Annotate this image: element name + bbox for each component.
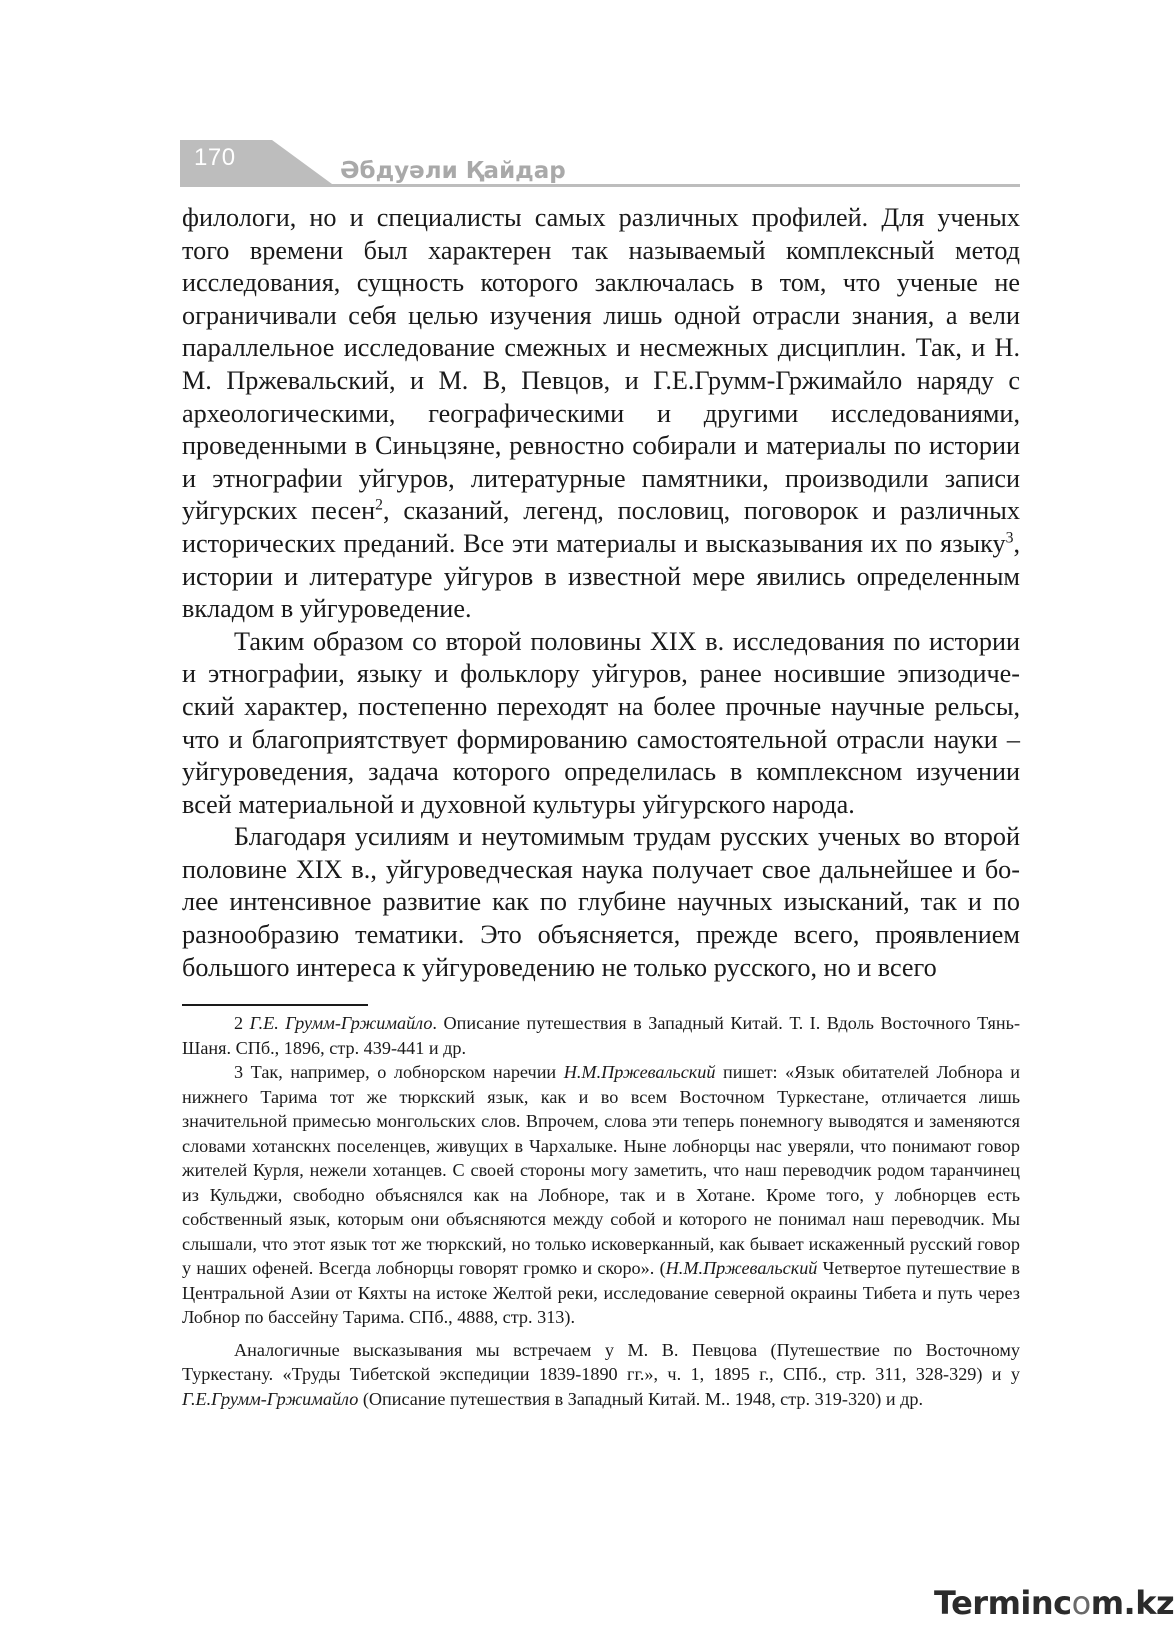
watermark-magnifier-o: o: [1071, 1584, 1091, 1622]
footnote-rule: [182, 1004, 368, 1006]
footnote-3b-text-a: Аналогичные высказывания мы встречаем у М. В. Певцова (Путешествие по Восточному Туркестану. «Труды Тибетской экспедиции 1839-1890 гг.», ч. 1, 1895 г., СПб., стр. 311, 328-329) и у: [182, 1339, 1020, 1384]
footnote-2-author: Г.Е. Грумм-Гржимайло: [249, 1013, 433, 1033]
footnote-ref-2[interactable]: 2: [375, 496, 384, 514]
footnote-3b-text-b: (Описание путешествия в Западный Китай. М.. 1948, стр. 319-320) и др.: [358, 1388, 923, 1409]
footnote-2-number: 2: [234, 1013, 244, 1033]
page-header: [180, 140, 1020, 190]
header-rule: [180, 184, 1020, 187]
paragraph-2: Таким образом со второй половины XIX в. исследования по истории и этнографии, языку и фольклору уйгуров, ранее носившие эпизодиче-ский характер, постепенно переходят на более прочные научные рельсы, что и благоприятствует формированию самостоятельной отрасли науки –уйгуроведения, задача которого определилась в комплексном изучении всей материальной и духовной культуры уйгурского народа.: [182, 626, 1020, 819]
footnote-3-continued: [182, 1338, 1020, 1412]
paragraph-1-mid: , сказаний, легенд, пословиц, поговорок и различных исторических преданий. Все эти материалы и высказывания их по языку: [182, 496, 1020, 558]
watermark-logo: [934, 1584, 1174, 1622]
footnote-3: [182, 1060, 1020, 1330]
running-head-author: Әбдуәли Қайдар: [340, 158, 566, 184]
footnote-3-author-2: Н.М.Пржевальский: [665, 1258, 818, 1278]
page-number-tab: [180, 140, 272, 184]
footnote-ref-3[interactable]: 3: [1005, 529, 1014, 547]
paragraph-1: [182, 202, 1020, 626]
footnote-2: [182, 1011, 1020, 1060]
paragraph-1-end: , истории и литературе уйгуров в известной мере явились определенным вкладом в уйгуроведение.: [182, 528, 1020, 624]
paragraph-3: Благодаря усилиям и неутомимым трудам русских ученых во второй половине XIX в., уйгуроведческая наука получает свое дальнейшее и бо-лее интенсивное развитие как по глубине научных изысканий, так и по разнообразию тематики. Это объясняется, прежде всего, проявлением большого интереса к уйгуроведению не только русского, но и всего: [182, 822, 1020, 982]
footnote-3-text-b: пишет: «Язык обитателей Лобнора и нижнего Тарима тот же тюркский язык, как и во всем Восточном Туркестане, отличается лишь значительной примесью монгольских слов. Впрочем, слова эти теперь понемногу выводятся и заменяются словами хотанскнх поселенцев, живущих в Чархалыке. Ныне лобнорцы нас уверяли, что понимают говор жителей Курля, нежели хотанцев. С своей стороны могу заметить, что наш переводчик родом таранчинец из Кульджи, свободно объяснялся как на Лобноре, так и в Хотане. Кроме того, у лобнорцев есть собственный язык, которым они объясняются между собой и которого не понимал наш переводчик. Мы слышали, что этот язык тот же тюркский, но только исковерканный, как бывает искаженный русский говор у наших офеней. Всегда лобнорцы говорят громко и скоро». (: [182, 1062, 1020, 1278]
footnote-3-author: Н.М.Пржевальский: [563, 1062, 716, 1082]
footnote-3-text-c: Четвертое путешествие в Центральной Азии от Кяхты на истоке Желтой реки, исследование северной окраины Тибета и путь через Лобнор по бассейну Тарима. СПб., 4888, стр. 313).: [182, 1258, 1020, 1327]
footnote-2-text: . Описание путешествия в Западный Китай. Т. I. Вдоль Восточного Тянь-Шаня. СПб., 1896, стр. 439-441 и др.: [182, 1013, 1020, 1058]
watermark-part-1: Terminc: [934, 1584, 1072, 1622]
page-tab-wedge: [272, 140, 332, 184]
footnotes: [182, 1011, 1020, 1411]
footnote-3b-author: Г.Е.Грумм-Гржимайло: [182, 1388, 359, 1409]
paragraph-1-text: филологи, но и специалисты самых различных профилей. Для ученых того времени был характерен так называемый комплексный метод исследования, сущность которого заключалась в том, что ученые не ограничивали себя целью изучения лишь одной отрасли знания, а вели параллельное исследование смежных и несмежных дисциплин. Так, и Н. М. Пржевальский, и М. В, Певцов, и Г.Е.Грумм-Гржимайло наряду с археологическими, географическими и другими исследованиями, проведенными в Синьцзяне, ревностно собирали и материалы по истории и этнографии уйгуров, литературные памятники, производили записи уйгурских песен: [182, 203, 1020, 526]
watermark-part-3: m.kz: [1090, 1584, 1174, 1622]
footnote-3-number: 3: [234, 1062, 244, 1082]
body-text: [182, 202, 1020, 984]
page-number: 170: [194, 144, 236, 171]
footnote-3-text-a: Так, например, о лобнорском наречии: [250, 1062, 557, 1082]
